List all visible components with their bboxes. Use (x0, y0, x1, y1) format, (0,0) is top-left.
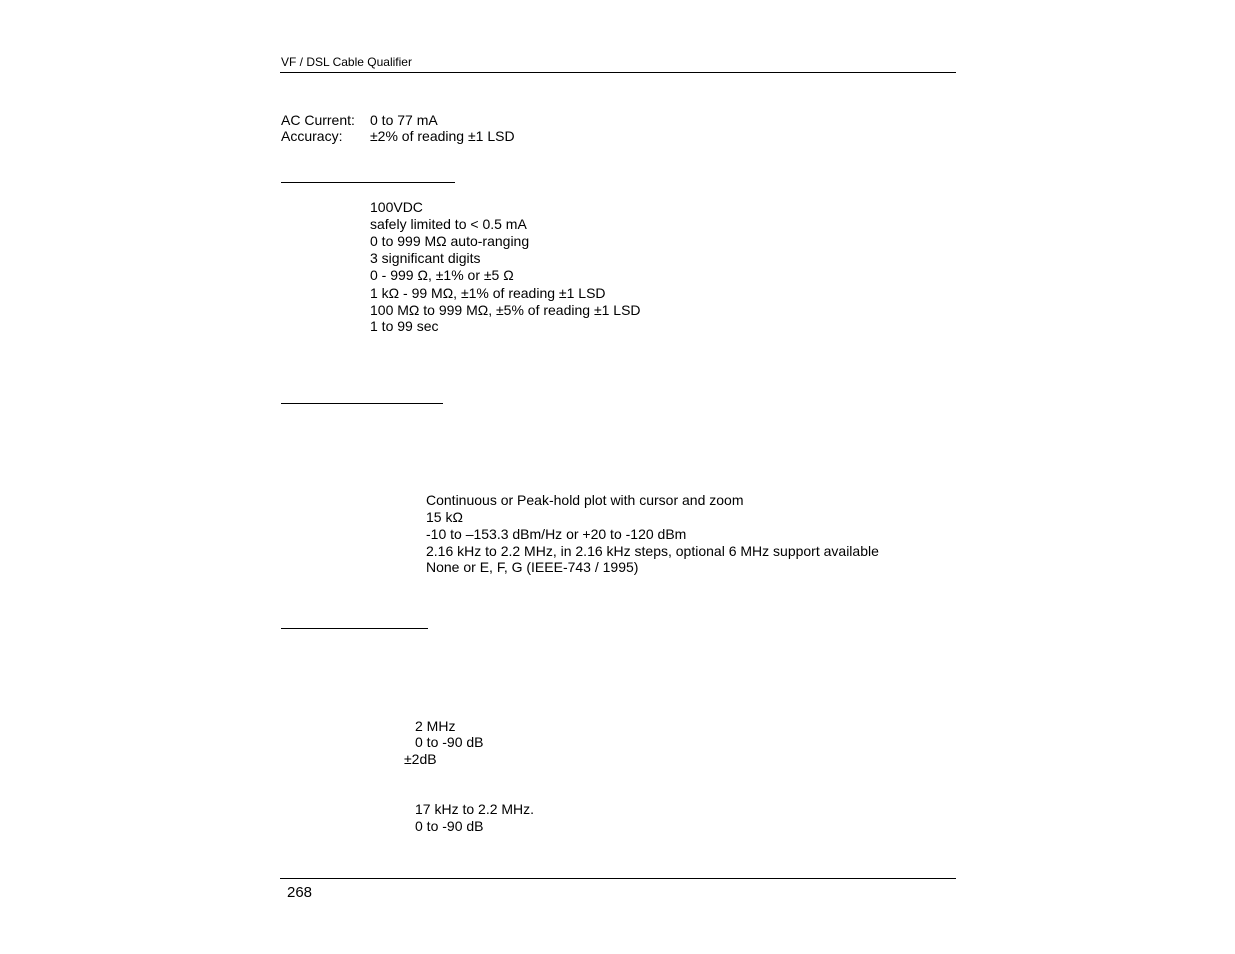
page-header-title: VF / DSL Cable Qualifier (281, 55, 412, 69)
spec-line: 1 kΩ - 99 MΩ, ±1% of reading ±1 LSD (370, 285, 606, 301)
ac-current-value: 0 to 77 mA (370, 112, 438, 128)
spec-line: 1 to 99 sec (370, 318, 439, 334)
spec-line: 0 to -90 dB (415, 734, 484, 750)
spec-line: 100VDC (370, 199, 423, 215)
accuracy-value: ±2% of reading ±1 LSD (370, 128, 515, 144)
spec-line: 0 - 999 Ω, ±1% or ±5 Ω (370, 267, 514, 283)
section-underline-loss (281, 628, 428, 629)
footer-rule (280, 878, 956, 879)
spec-line: 17 kHz to 2.2 MHz. (415, 801, 535, 817)
section-underline-spectral (281, 403, 443, 404)
spec-line: -10 to –153.3 dBm/Hz or +20 to -120 dBm (426, 526, 687, 542)
header-rule (280, 72, 956, 73)
ac-current-label: AC Current: (281, 112, 355, 128)
spec-line: Continuous or Peak-hold plot with cursor and zoom (426, 492, 744, 508)
page-number: 268 (287, 884, 313, 901)
spec-line: safely limited to < 0.5 mA (370, 216, 527, 232)
spec-line: ±2dB (404, 751, 437, 767)
accuracy-label: Accuracy: (281, 128, 343, 144)
spec-line: 2 MHz (415, 718, 456, 734)
spec-line: 0 to -90 dB (415, 818, 484, 834)
section-underline-insulation (281, 182, 455, 183)
spec-line: 3 significant digits (370, 250, 481, 266)
spec-line: 0 to 999 MΩ auto-ranging (370, 233, 530, 249)
spec-line: None or E, F, G (IEEE-743 / 1995) (426, 559, 639, 575)
spec-line: 2.16 kHz to 2.2 MHz, in 2.16 kHz steps, optional 6 MHz support available (426, 543, 879, 559)
spec-line: 100 MΩ to 999 MΩ, ±5% of reading ±1 LSD (370, 302, 641, 318)
spec-line: 15 kΩ (426, 509, 463, 525)
